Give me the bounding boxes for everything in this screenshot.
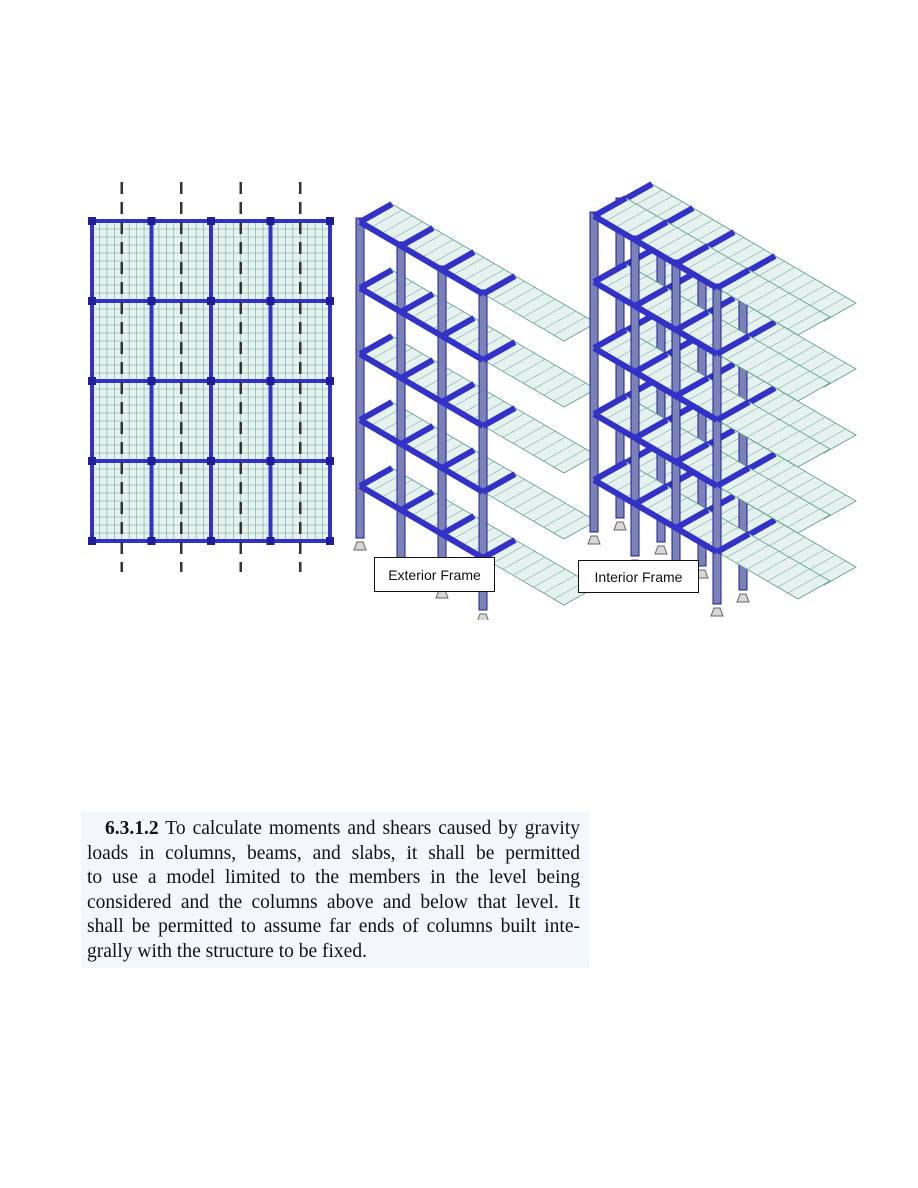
plan-column [326, 377, 334, 385]
interior-support [588, 536, 600, 544]
plan-column [148, 217, 156, 225]
interior-support [737, 594, 749, 602]
plan-column [88, 297, 96, 305]
plan-column [88, 217, 96, 225]
plan-column [207, 457, 215, 465]
exterior-frame-label: Exterior Frame [374, 557, 495, 592]
exterior-support [477, 614, 489, 620]
exterior-support [354, 542, 366, 550]
plan-column [267, 297, 275, 305]
excerpt-line-5: shall be permitted to assume far ends of columns built inte- [87, 916, 580, 938]
floor-plan-view [88, 182, 334, 572]
plan-column [88, 377, 96, 385]
plan-column [326, 537, 334, 545]
plan-column [267, 537, 275, 545]
excerpt-line-4: considered and the columns above and below that level. It [87, 891, 580, 913]
clause-number: 6.3.1.2 [105, 818, 159, 839]
plan-column [326, 297, 334, 305]
plan-column [326, 217, 334, 225]
plan-column [267, 217, 275, 225]
interior-frame-isometric [588, 184, 856, 616]
excerpt-line-3: to use a model limited to the members in the level being [87, 867, 580, 889]
plan-column [207, 217, 215, 225]
interior-support [655, 546, 667, 554]
plan-column [267, 377, 275, 385]
interior-support [711, 608, 723, 616]
plan-column [207, 377, 215, 385]
plan-column [207, 537, 215, 545]
excerpt-line-6: grally with the structure to be fixed. [87, 940, 367, 962]
plan-column [88, 537, 96, 545]
interior-frame-label: Interior Frame [578, 560, 699, 593]
plan-column [88, 457, 96, 465]
interior-column [713, 284, 721, 604]
plan-column [148, 537, 156, 545]
excerpt-line-1: 6.3.1.2 To calculate moments and shears caused by gravity [105, 818, 581, 839]
interior-support [614, 522, 626, 530]
plan-column [207, 297, 215, 305]
code-excerpt [81, 812, 589, 968]
plan-column [326, 457, 334, 465]
excerpt-line-2: loads in columns, beams, and slabs, it shall be permitted [87, 842, 580, 864]
plan-column [148, 457, 156, 465]
plan-column [148, 377, 156, 385]
plan-column [267, 457, 275, 465]
plan-column [148, 297, 156, 305]
